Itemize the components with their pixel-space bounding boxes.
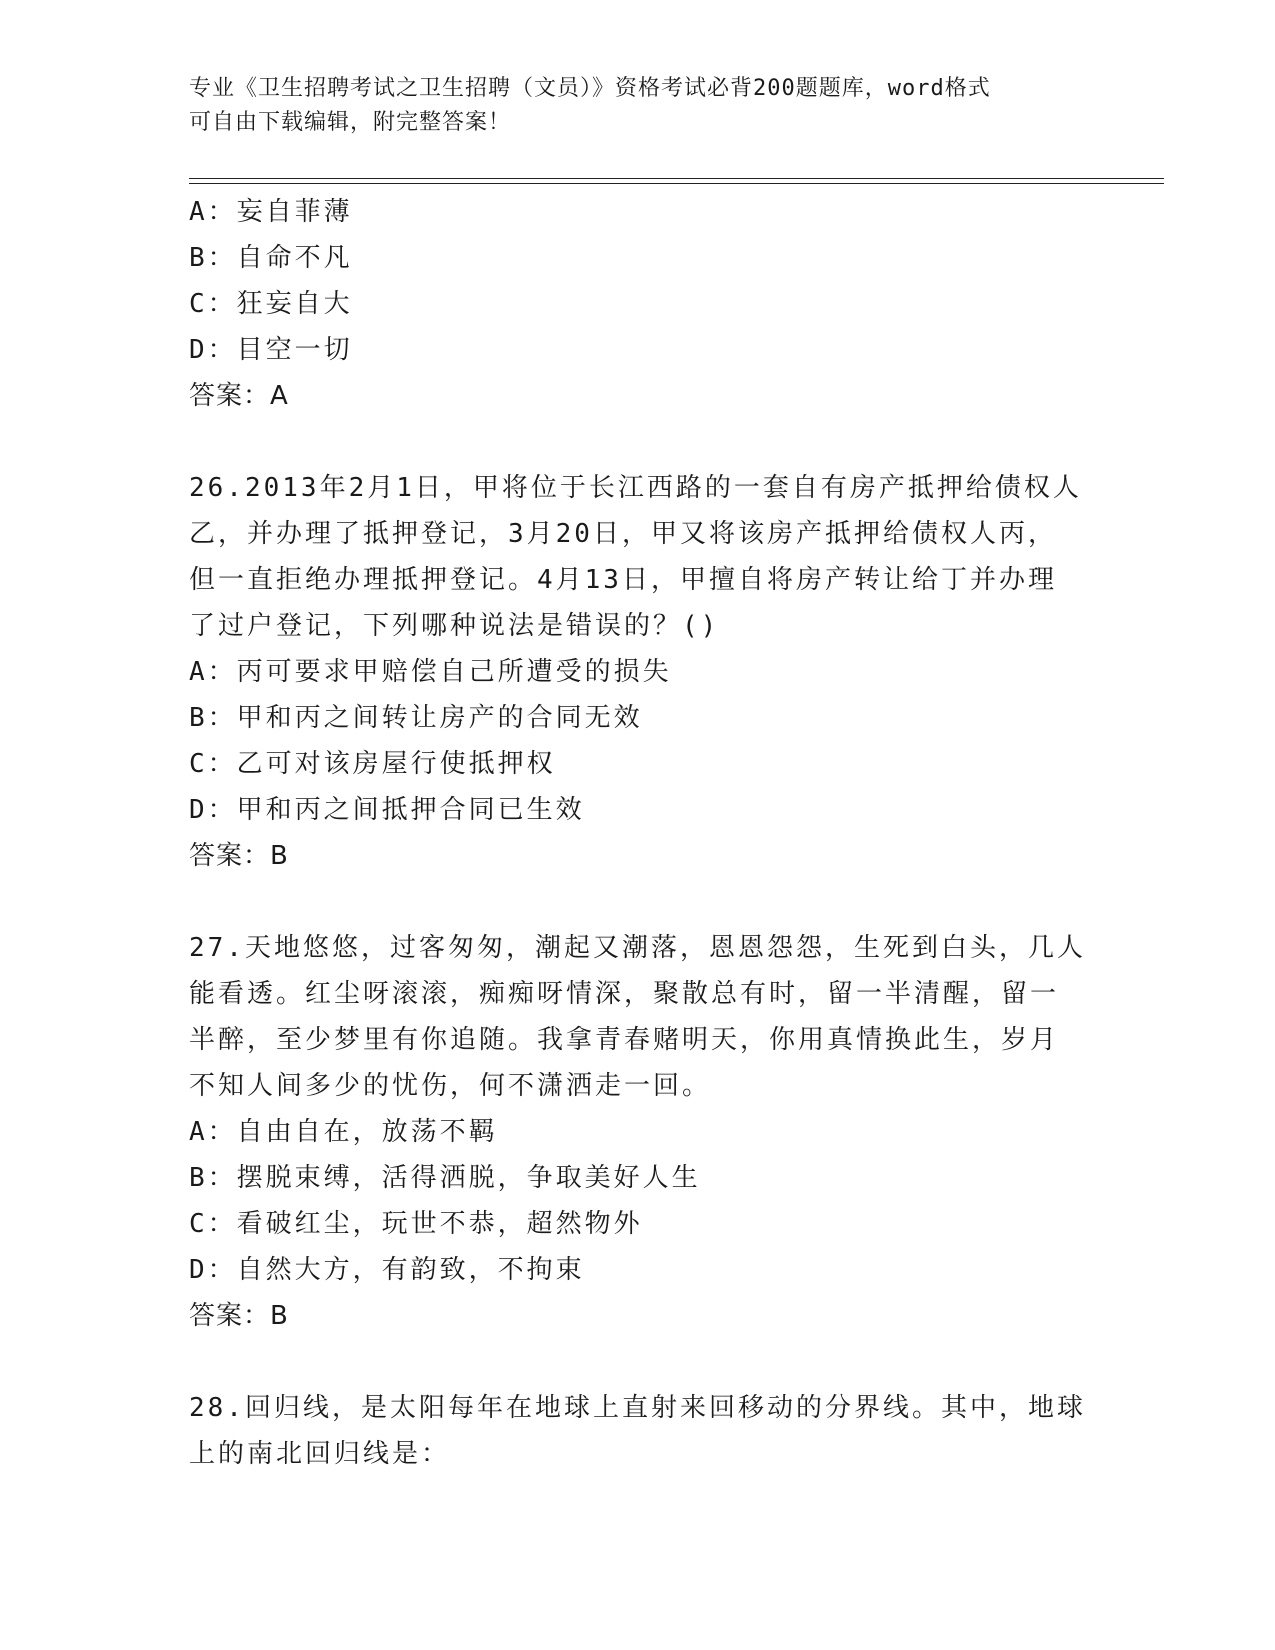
header-rule-top xyxy=(189,178,1164,179)
option-d: D：甲和丙之间抵押合同已生效 xyxy=(189,795,585,825)
question-text-line: 了过户登记，下列哪种说法是错误的？() xyxy=(189,611,720,641)
option-c: C：乙可对该房屋行使抵押权 xyxy=(189,749,556,779)
header-rule-bottom xyxy=(189,183,1164,184)
option-d: D：自然大方，有韵致，不拘束 xyxy=(189,1255,585,1285)
header-line-1: 专业《卫生招聘考试之卫生招聘（文员）》资格考试必背200题题库，word格式 xyxy=(189,76,991,101)
option-c: C：狂妄自大 xyxy=(189,289,353,319)
question-text-line: 27.天地悠悠，过客匆匆，潮起又潮落，恩恩怨怨，生死到白头，几人 xyxy=(189,933,1086,963)
question-text-line: 但一直拒绝办理抵押登记。4月13日，甲擅自将房产转让给丁并办理 xyxy=(189,565,1057,595)
question-text-line: 乙，并办理了抵押登记，3月20日，甲又将该房产抵押给债权人丙， xyxy=(189,519,1057,549)
option-b: B：甲和丙之间转让房产的合同无效 xyxy=(189,703,643,733)
answer: 答案：B xyxy=(189,841,289,871)
question-text-line: 上的南北回归线是： xyxy=(189,1439,451,1469)
question-text-line: 能看透。红尘呀滚滚，痴痴呀情深，聚散总有时，留一半清醒，留一 xyxy=(189,979,1060,1009)
header-line-2: 可自由下载编辑，附完整答案！ xyxy=(189,110,512,135)
question-26 xyxy=(189,465,1089,879)
question-text-line: 不知人间多少的忧伤，何不潇洒走一回。 xyxy=(189,1071,712,1101)
answer: 答案：A xyxy=(189,381,289,411)
question-text-line: 28.回归线，是太阳每年在地球上直射来回移动的分界线。其中，地球 xyxy=(189,1393,1086,1423)
option-b: B：摆脱束缚，活得洒脱，争取美好人生 xyxy=(189,1163,701,1193)
document-body xyxy=(189,189,1089,1477)
spacer xyxy=(189,419,1089,465)
answer: 答案：B xyxy=(189,1301,289,1331)
spacer xyxy=(189,879,1089,925)
question-text-line: 半醉，至少梦里有你追随。我拿青春赌明天，你用真情换此生，岁月 xyxy=(189,1025,1060,1055)
question-27 xyxy=(189,925,1089,1339)
option-a: A：丙可要求甲赔偿自己所遭受的损失 xyxy=(189,657,672,687)
document-header xyxy=(189,72,1089,140)
option-a: A：妄自菲薄 xyxy=(189,197,353,227)
option-b: B：自命不凡 xyxy=(189,243,353,273)
spacer xyxy=(189,1339,1089,1385)
question-text-line: 26.2013年2月1日，甲将位于长江西路的一套自有房产抵押给债权人 xyxy=(189,473,1082,503)
question-25 xyxy=(189,189,1089,419)
question-28 xyxy=(189,1385,1089,1477)
option-c: C：看破红尘，玩世不恭，超然物外 xyxy=(189,1209,643,1239)
option-d: D：目空一切 xyxy=(189,335,353,365)
option-a: A：自由自在，放荡不羁 xyxy=(189,1117,498,1147)
